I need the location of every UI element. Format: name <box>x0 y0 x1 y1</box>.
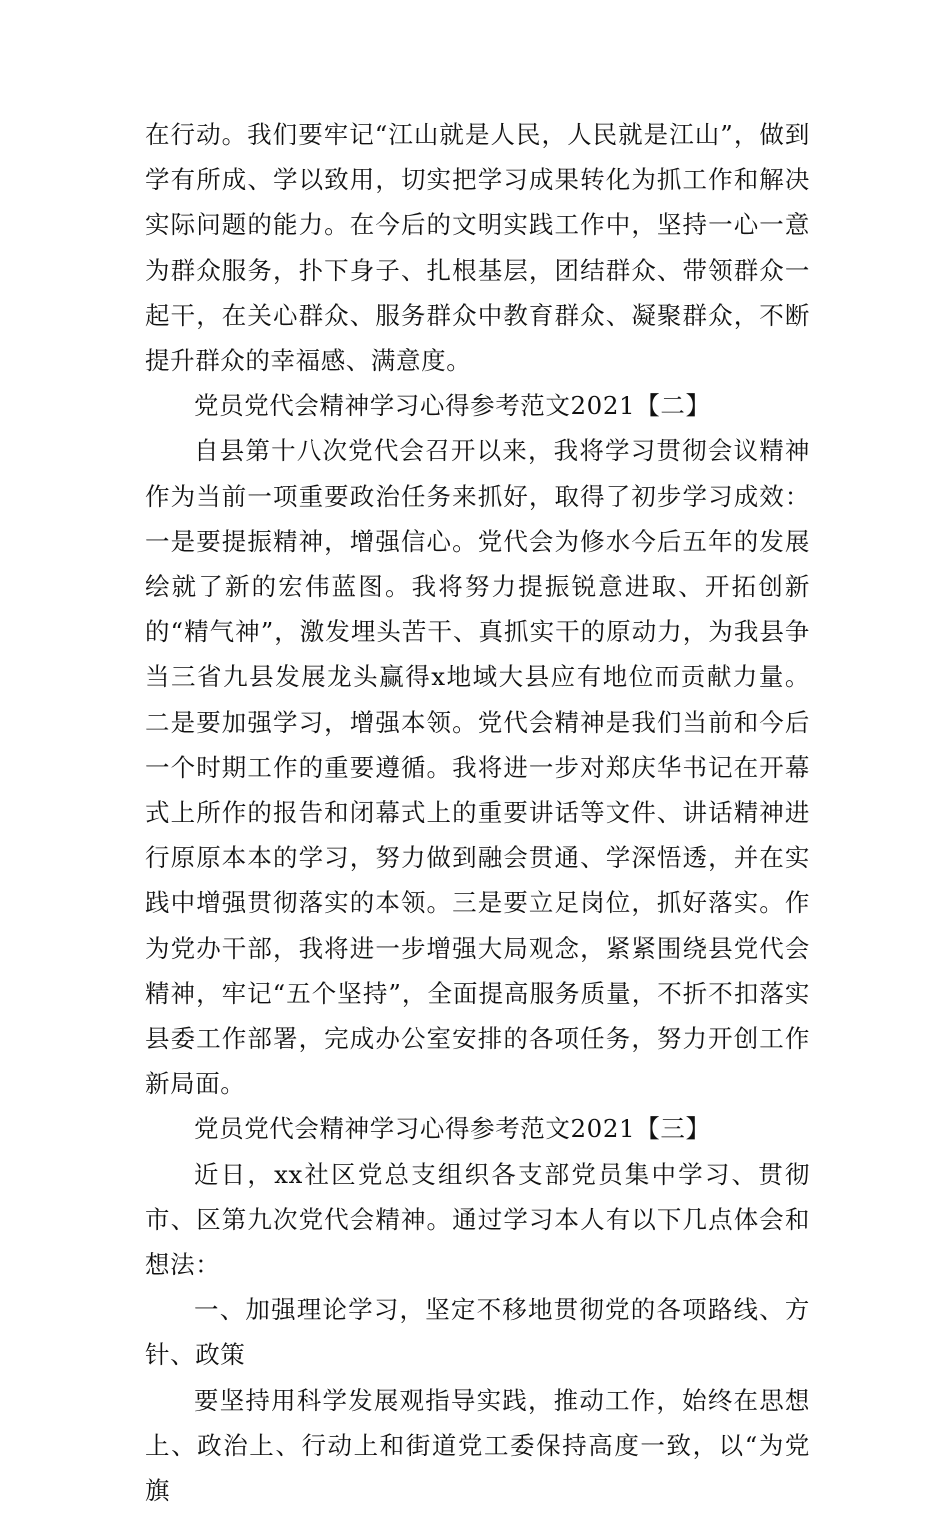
paragraph-continuation: 在行动。我们要牢记“江山就是人民，人民就是江山”，做到学有所成、学以致用，切实把学习成果转化为抓工作和解决实际问题的能力。在今后的文明实践工作中，坚持一心一意为群众服务，扑下身子、扎根基层，团结群众、带领群众一起干，在关心群众、服务群众中教育群众、凝聚群众，不断提升群众的幸福感、满意度。 <box>145 120 810 376</box>
document-body <box>145 112 810 1513</box>
paragraph-section-two: 自县第十八次党代会召开以来，我将学习贯彻会议精神作为当前一项重要政治任务来抓好，取得了初步学习成效：一是要提振精神，增强信心。党代会为修水今后五年的发展绘就了新的宏伟蓝图。我将努力提振锐意进取、开拓创新的“精气神”，激发埋头苦干、真抓实干的原动力，为我县争当三省九县发展龙头赢得x地域大县应有地位而贡献力量。二是要加强学习，增强本领。党代会精神是我们当前和今后一个时期工作的重要遵循。我将进一步对郑庆华书记在开幕式上所作的报告和闭幕式上的重要讲话等文件、讲话精神进行原原本本的学习，努力做到融会贯通、学深悟透，并在实践中增强贯彻落实的本领。三是要立足岗位，抓好落实。作为党办干部，我将进一步增强大局观念，紧紧围绕县党代会精神，牢记“五个坚持”，全面提高服务质量，不折不扣落实县委工作部署，完成办公室安排的各项任务，努力开创工作新局面。 <box>145 436 810 1099</box>
paragraph-intro-three: 近日，xx社区党总支组织各支部党员集中学习、贯彻市、区第九次党代会精神。通过学习本人有以下几点体会和想法： <box>145 1159 810 1280</box>
section-heading-two: 党员党代会精神学习心得参考范文2021【二】 <box>194 391 711 421</box>
paragraph-point-one: 要坚持用科学发展观指导实践，推动工作，始终在思想上、政治上、行动上和街道党工委保持高度一致，以“为党旗 <box>145 1385 810 1506</box>
section-heading-three: 党员党代会精神学习心得参考范文2021【三】 <box>194 1114 711 1144</box>
subheading-point-one: 一、加强理论学习，坚定不移地贯彻党的各项路线、方针、政策 <box>145 1295 810 1370</box>
